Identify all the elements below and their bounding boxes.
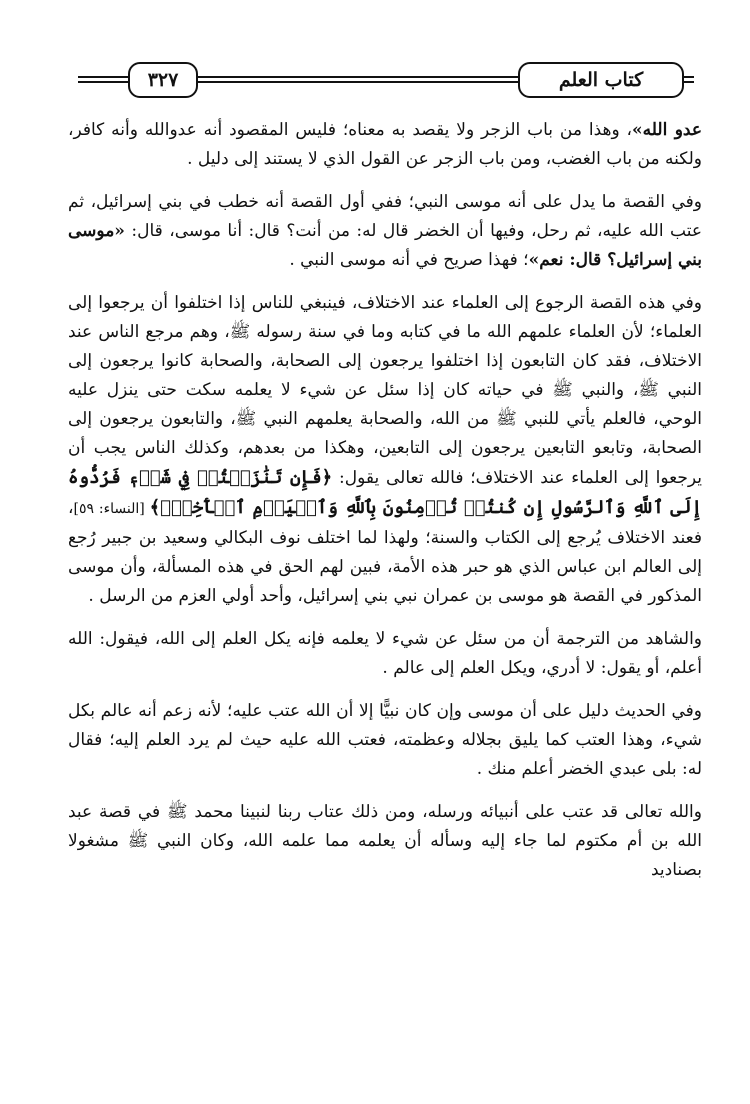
running-header [78,58,694,104]
paragraph-1 [68,116,702,174]
paragraph-text: وفي هذه القصة الرجوع إلى العلماء عند الاختلاف، فينبغي للناس إذا اختلفوا أن يرجعوا إلى العلماء؛ لأن العلماء علمهم الله ما في كتابه وما في سنة رسوله ﷺ، وهم مرجع الناس عند الاختلاف، فقد كان التابعون إذا اختلفوا يرجعون إلى الصحابة، والصحابة كانوا يرجعون إلى النبي ﷺ، والنبي ﷺ في حياته كان إذا سئل عن شيء لا يعلمه سكت حتى ينزل عليه الوحي، فالعلم يأتي للنبي ﷺ من الله، والصحابة يعلمهم النبي ﷺ، والتابعون يرجعون إلى الصحابة، وتابعو التابعين يرجعون إلى التابعين، وهكذا من بعدهم، وكذلك الناس يجب أن يرجعوا إلى العلماء عند الاختلاف؛ فالله تعالى يقول: [68,293,702,488]
paragraph-text: ؛ فهذا صريح في أنه موسى النبي . [289,250,529,270]
chapter-title: كتاب العلم [518,62,684,98]
paragraph-text: وفي القصة ما يدل على أنه موسى النبي؛ ففي أول القصة أنه خطب في بني إسرائيل، ثم عتب الله عليه، ثم رحل، وفيها أن الخضر قال له: من أنت؟ قال: أنا موسى، قال: [68,192,702,241]
paragraph-4 [68,625,702,683]
paragraph-2 [68,188,702,275]
page-body [68,116,702,897]
hadith-quote: «موسى بني إسرائيل؟ قال: نعم» [68,221,702,270]
page-number: ٣٢٧ [128,62,198,98]
paragraph-5 [68,697,702,784]
paragraph-6 [68,798,702,885]
paragraph-text: ، وهذا من باب الزجر ولا يقصد به معناه؛ فليس المقصود أنه عدوالله وأنه كافر، ولكنه من باب الغضب، ومن باب الزجر عن القول الذي لا يستند إلى دليل . [68,120,702,169]
paragraph-text: وفي الحديث دليل على أن موسى وإن كان نبيًّا إلا أن الله عتب عليه؛ لأنه زعم أنه عالم بكل شيء، وهذا العتب كما يليق بجلاله وعظمته، فعتب الله عليه حيث لم يرد العلم إليه؛ فقال له: بلى عبدي الخضر أعلم منك . [68,701,702,779]
paragraph-text: والشاهد من الترجمة أن من سئل عن شيء لا يعلمه فإنه يكل العلم إلى الله، فيقول: الله أعلم، أو يقول: لا أدري، ويكل العلم إلى عالم . [68,629,702,678]
paragraph-text: ، فعند الاختلاف يُرجع إلى الكتاب والسنة؛ ولهذا لما اختلف نوف البكالي وسعيد بن جبير رُجع إلى العالم ابن عباس الذي هو حبر هذه الأمة، فبين لهم الحق في هذه المسألة، وأن موسى المذكور في القصة هو موسى بن عمران نبي بني إسرائيل، وأحد أولي العزم من الرسل . [68,498,702,606]
paragraph-3 [68,289,702,611]
quran-verse: ﴿فَإِن تَنَٰزَعۡتُمۡ فِي شَيۡءٖ فَرُدُّوهُ إِلَى ٱللَّهِ وَٱلرَّسُولِ إِن كُنتُمۡ تُؤۡمِنُونَ بِٱللَّهِ وَٱلۡيَوۡمِ ٱلۡأٓخِرِۚ﴾ [68,467,702,518]
hadith-quote: عدو الله» [632,120,702,140]
paragraph-text: والله تعالى قد عتب على أنبيائه ورسله، ومن ذلك عتاب ربنا لنبينا محمد ﷺ في قصة عبد الله بن أم مكتوم لما جاء إليه وسأله أن يعلمه مما علمه الله، وكان النبي ﷺ مشغولا بصناديد [68,802,702,880]
verse-reference: [النساء: ٥٩] [73,501,150,517]
